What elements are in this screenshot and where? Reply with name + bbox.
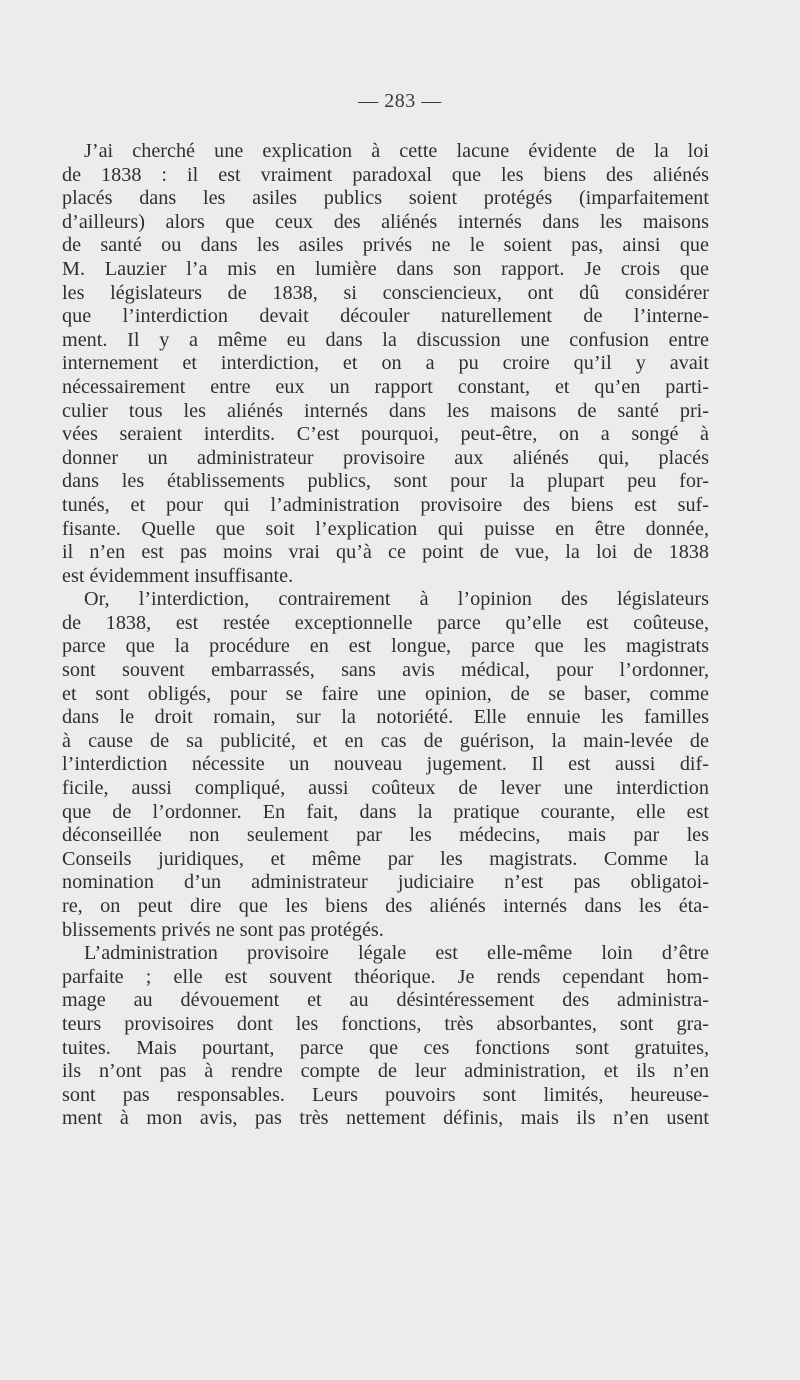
text-line: que l’interdiction devait découler naturellement de l’interne-	[62, 305, 709, 328]
text-line: il n’en est pas moins vrai qu’à ce point de vue, la loi de 1838	[62, 541, 709, 564]
paragraph-3	[62, 942, 709, 1131]
text-line: de 1838 : il est vraiment paradoxal que les biens des aliénés	[62, 163, 709, 186]
text-line: de santé ou dans les asiles privés ne le soient pas, ainsi que	[62, 234, 709, 257]
text-line: mage au dévouement et au désintéressement des administra-	[62, 989, 709, 1012]
text-line: et sont obligés, pour se faire une opinion, de se baser, comme	[62, 682, 709, 705]
text-line: internement et interdiction, et on a pu croire qu’il y avait	[62, 352, 709, 375]
body-text	[62, 140, 709, 1131]
paragraph-1	[62, 140, 709, 588]
paragraph-2	[62, 588, 709, 942]
text-line: Or, l’interdiction, contrairement à l’opinion des législateurs	[84, 588, 709, 611]
text-line: parce que la procédure en est longue, parce que les magistrats	[62, 635, 709, 658]
text-line: placés dans les asiles publics soient protégés (imparfaitement	[62, 187, 709, 210]
text-line: nécessairement entre eux un rapport constant, et qu’en parti-	[62, 375, 709, 398]
text-line: sont pas responsables. Leurs pouvoirs sont limités, heureuse-	[62, 1083, 709, 1106]
text-line: re, on peut dire que les biens des aliénés internés dans les éta-	[62, 895, 709, 917]
text-line: L’administration provisoire légale est elle-même loin d’être	[84, 942, 709, 965]
text-line: les législateurs de 1838, si consciencieux, ont dû considérer	[62, 281, 709, 304]
text-line: M. Lauzier l’a mis en lumière dans son rapport. Je crois que	[62, 257, 709, 280]
text-line: dans les établissements publics, sont pour la plupart peu for-	[62, 470, 709, 493]
text-line: à cause de sa publicité, et en cas de guérison, la main-levée de	[62, 729, 709, 752]
text-line: déconseillée non seulement par les médecins, mais par les	[62, 824, 709, 847]
text-line: nomination d’un administrateur judiciaire n’est pas obligatoi-	[62, 871, 709, 894]
text-line: sont souvent embarrassés, sans avis médical, pour l’ordonner,	[62, 659, 709, 682]
text-line: tunés, et pour qui l’administration provisoire des biens est suf-	[62, 493, 709, 516]
page-number: — 283 —	[358, 90, 442, 112]
text-line: ils n’ont pas à rendre compte de leur administration, et ils n’en	[62, 1060, 709, 1083]
text-line: dans le droit romain, sur la notoriété. Elle ennuie les familles	[62, 706, 709, 729]
text-line: ment à mon avis, pas très nettement définis, mais ils n’en usent	[62, 1107, 709, 1130]
text-line: que de l’ordonner. En fait, dans la pratique courante, elle est	[62, 800, 709, 823]
text-line: blissements privés ne sont pas protégés.	[62, 918, 384, 941]
text-line: fisante. Quelle que soit l’explication qui puisse en être donnée,	[62, 517, 709, 540]
text-line: teurs provisoires dont les fonctions, très absorbantes, sont gra-	[62, 1012, 709, 1035]
text-line: d’ailleurs) alors que ceux des aliénés internés dans les maisons	[62, 210, 709, 233]
text-line: culier tous les aliénés internés dans les maisons de santé pri-	[62, 399, 709, 422]
text-line: parfaite ; elle est souvent théorique. Je rends cependant hom-	[62, 965, 709, 988]
text-line: de 1838, est restée exceptionnelle parce qu’elle est coûteuse,	[62, 611, 709, 634]
text-line: vées seraient interdits. C’est pourquoi, peut-être, on a songé à	[62, 423, 709, 446]
text-line: donner un administrateur provisoire aux aliénés qui, placés	[62, 446, 709, 469]
text-line: l’interdiction nécessite un nouveau jugement. Il est aussi dif-	[62, 753, 709, 776]
text-line: ment. Il y a même eu dans la discussion une confusion entre	[62, 328, 709, 351]
text-line: tuites. Mais pourtant, parce que ces fonctions sont gratuites,	[62, 1036, 709, 1059]
text-line: est évidemment insuffisante.	[62, 564, 294, 587]
text-line: Conseils juridiques, et même par les magistrats. Comme la	[62, 847, 709, 870]
text-line: ficile, aussi compliqué, aussi coûteux de lever une interdiction	[62, 777, 709, 800]
text-line: J’ai cherché une explication à cette lacune évidente de la loi	[84, 140, 709, 162]
